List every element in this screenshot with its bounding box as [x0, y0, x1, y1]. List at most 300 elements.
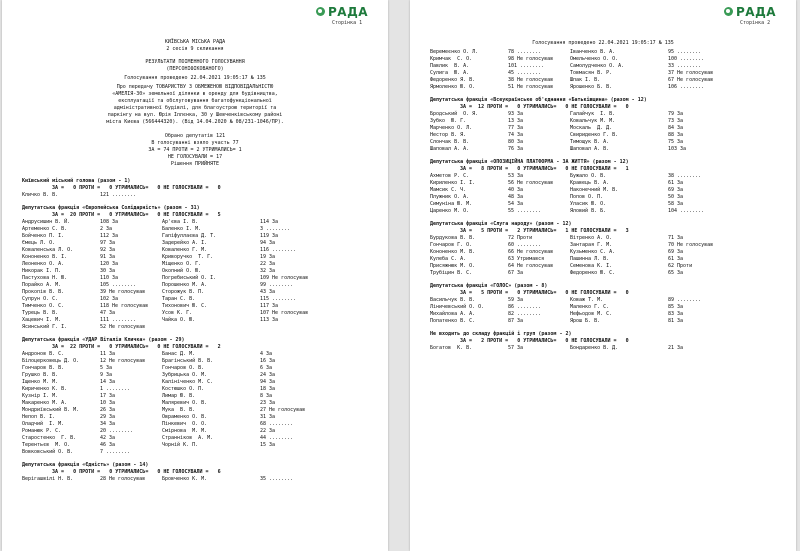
deputy-row [2, 435, 388, 442]
deputy-vote: 52 Не голосував [100, 324, 146, 330]
deputy-row [2, 275, 388, 282]
deputy-name: Бурдукова В. В. [430, 235, 476, 241]
deputy-name: Никорак І. П. [22, 268, 62, 274]
deputy-vote: 54 За [508, 201, 524, 207]
faction-title [410, 283, 796, 290]
deputy-vote: 61 За [668, 180, 684, 186]
deputy-row [410, 111, 796, 118]
deputy-vote: 112 За [100, 233, 119, 239]
faction-title-text: Депутатська фракція «ГОЛОС» (разом - 8) [430, 283, 548, 289]
faction-title-text: Депутатська фракція «Європейська Солідарність» (разом - 31) [22, 205, 200, 211]
deputy-vote: 67 За [508, 270, 524, 276]
deputy-name: Іванченко В. А. [570, 49, 616, 55]
deputy-vote: 85 За [668, 304, 684, 310]
deputy-vote: 86 ........ [508, 304, 542, 310]
deputy-vote: 17 За [100, 393, 116, 399]
deputy-row [410, 242, 796, 249]
deputy-vote: 100 ........ [668, 56, 705, 62]
report-title: РЕЗУЛЬТАТИ ПОІМЕННОГО ГОЛОСУВАННЯ [145, 59, 245, 65]
deputy-name: Кличко В. В. [22, 192, 59, 198]
deputy-vote: 94 За [260, 379, 276, 385]
deputy-row [2, 379, 388, 386]
deputy-name: Москаль Д. Д. [570, 125, 613, 131]
deputy-name: Богатов К. В. [430, 345, 473, 351]
deputy-name: Коваленко Г. М. [162, 247, 208, 253]
deputy-vote: 50 За [668, 194, 684, 200]
deputy-row [410, 194, 796, 201]
deputy-vote: 59 За [508, 297, 524, 303]
deputy-row [2, 310, 388, 317]
deputy-vote: 66 Не голосував [508, 249, 554, 255]
deputy-vote: 39 Не голосував [100, 289, 146, 295]
deputy-row [2, 386, 388, 393]
deputy-name: Кононенко В. І. [22, 254, 68, 260]
faction-stats-text: ЗА = 12 ПРОТИ = 0 УТРИМАЛИСЬ= 0 НЕ ГОЛОСУВАЛИ = 0 [460, 104, 629, 110]
deputy-name: Ясинський Г. І. [22, 324, 68, 330]
deputy-name: Баленко І. М. [162, 226, 202, 232]
deputy-name: Білоцерковець Д. О. [22, 358, 80, 364]
faction-stats [2, 469, 388, 476]
deputy-vote: 48 За [508, 194, 524, 200]
deputy-vote: 74 За [508, 132, 524, 138]
deputy-name: Михайлова А. А. [430, 311, 476, 317]
deputy-vote: 105 ........ [100, 282, 137, 288]
deputy-vote: 6 За [260, 365, 273, 371]
faction-stats [410, 166, 796, 173]
deputy-row [410, 70, 796, 77]
deputy-vote: 51 Не голосував [508, 84, 554, 90]
deputy-row [410, 187, 796, 194]
deputy-name: Артеменко С. В. [22, 226, 68, 232]
page-number: Сторінка 1 [332, 20, 363, 26]
session-line: 2 сесія 9 скликання [166, 46, 224, 52]
deputy-vote: 115 ........ [260, 296, 297, 302]
deputy-name: Попатенко В. С. [430, 318, 476, 324]
deputy-name: Марченко О. Л. [430, 125, 473, 131]
deputy-row [410, 263, 796, 270]
deputy-name: Грушко В. В. [22, 372, 59, 378]
deputy-vote: 22 За [260, 261, 276, 267]
deputy-name: Пашинна Л. В. [570, 256, 610, 262]
deputy-vote: 58 За [668, 201, 684, 207]
deputy-vote: 45 ........ [508, 70, 542, 76]
deputy-vote: 89 ........ [668, 297, 702, 303]
deputy-row [410, 77, 796, 84]
deputy-name: Бровченко К. М. [162, 476, 208, 482]
deputy-name: Плужник О. А. [430, 194, 470, 200]
deputy-row [410, 49, 796, 56]
deputy-vote: 71 За [668, 235, 684, 241]
deputy-name: Галайчук І. В. [570, 111, 616, 117]
deputy-vote: 82 ........ [508, 311, 542, 317]
subject-line: експлуатації та обслуговування багатофункціональної [118, 98, 272, 104]
deputy-row [2, 324, 388, 331]
deputy-name: Окопний О. Ю. [162, 268, 202, 274]
deputy-name: Верігашвілі Н. В. [22, 476, 74, 482]
deputy-vote: 121 ........ [100, 192, 137, 198]
deputy-vote: 107 Не голосував [260, 310, 309, 316]
deputy-vote: 120 За [100, 261, 119, 267]
deputy-vote: 118 Не голосував [100, 303, 149, 309]
deputy-row [410, 249, 796, 256]
faction-stats [410, 228, 796, 235]
deputy-vote: 2 За [100, 226, 113, 232]
subject-line: адміністративної будівлі, для благоустрою території та [113, 105, 277, 111]
faction-title-text: Депутатська фракція «ОПОЗИЦІЙНА ПЛАТФОРМА - ЗА ЖИТТЯ» (разом - 12) [430, 159, 629, 165]
deputy-name: Слончак В. В. [430, 139, 470, 145]
deputy-name: Ліничевський О. О. [430, 304, 485, 310]
deputy-name: Ярош Б. В. [570, 318, 601, 324]
deputy-vote: 93 За [508, 111, 524, 117]
deputy-vote: 57 За [508, 345, 524, 351]
deputy-vote: 33 ........ [668, 63, 702, 69]
deputy-vote: 38 Не голосував [508, 77, 554, 83]
deputy-vote: 84 За [668, 125, 684, 131]
deputy-vote: 109 Не голосував [260, 275, 309, 281]
deputy-name: Чайка О. Ю. [162, 317, 196, 323]
deputy-vote: 5 За [100, 365, 113, 371]
deputy-name: Старостенко Г. В. [22, 435, 77, 441]
deputy-name: Попов О. П. [570, 194, 604, 200]
deputy-vote: 116 ........ [260, 247, 297, 253]
deputy-name: Банас Д. М. [162, 351, 196, 357]
deputy-vote: 60 ........ [508, 242, 542, 248]
deputy-vote: 62 Проти [668, 263, 693, 269]
deputy-vote: 63 Утримався [508, 256, 545, 262]
deputy-name: Семенова К. І. [570, 263, 613, 269]
vote-line: Голосування проведено 22.04.2021 19:05:17 № 135 [532, 40, 674, 46]
faction-stats-text: ЗА = 8 ПРОТИ = 0 УТРИМАЛИСЬ= 0 НЕ ГОЛОСУВАЛИ = 1 [460, 166, 629, 172]
deputy-name: Трубіцин В. С. [430, 270, 473, 276]
deputy-name: Овраменко О. В. [162, 414, 208, 420]
deputy-row [410, 235, 796, 242]
deputy-row [2, 289, 388, 296]
deputy-vote: 94 За [260, 240, 276, 246]
deputy-vote: 113 За [260, 317, 279, 323]
deputy-vote: 40 За [508, 187, 524, 193]
deputy-vote: 87 За [508, 318, 524, 324]
deputy-name: Ахметов Р. С. [430, 173, 470, 179]
deputy-row [2, 268, 388, 275]
faction-title [2, 178, 388, 185]
deputy-vote: 98 Не голосував [508, 56, 554, 62]
deputy-vote: 79 За [668, 111, 684, 117]
deputy-name: Уласик Ю. О. [570, 201, 607, 207]
deputy-vote: 44 ........ [260, 435, 294, 441]
rada-logo-icon [724, 7, 733, 16]
deputy-name: Гончаров О. В. [162, 365, 205, 371]
deputy-vote: 111 ........ [100, 317, 137, 323]
deputy-name: Яловий В. Б. [570, 208, 607, 214]
deputy-row [410, 132, 796, 139]
deputy-vote: 35 ........ [260, 476, 294, 482]
deputy-vote: 10 За [100, 400, 116, 406]
deputy-row [2, 393, 388, 400]
deputy-name: Криворучко Т. Г. [162, 254, 214, 260]
faction-stats [2, 344, 388, 351]
subject-line: Про передачу ТОВАРИСТВУ З ОБМЕЖЕНОЮ ВІДПОВІДАЛЬНІСТЮ [116, 84, 274, 90]
faction-stats-text: ЗА = 5 ПРОТИ = 2 УТРИМАЛИСЬ= 1 НЕ ГОЛОСУВАЛИ = 3 [460, 228, 629, 234]
deputy-vote: 108 За [100, 219, 119, 225]
deputy-name: Леоненко О. А. [22, 261, 65, 267]
deputy-name: Ар'єва І. В. [162, 219, 199, 225]
deputy-row [410, 297, 796, 304]
deputy-name: Брагінський В. В. [162, 358, 214, 364]
deputy-row [410, 56, 796, 63]
deputy-name: Шаповал А. В. [570, 146, 610, 152]
deputy-row [2, 240, 388, 247]
deputy-vote: 13 За [508, 118, 524, 124]
deputy-name: Макаренко М. А. [22, 400, 68, 406]
deputy-name: Непоп В. І. [22, 414, 56, 420]
deputy-name: Гапіфуллаєва Д. Т. [162, 233, 217, 239]
faction-title-text: Київський міський голова (разом - 1) [22, 178, 131, 184]
deputy-name: Гончаров Г. О. [430, 242, 473, 248]
deputy-vote: 32 За [260, 268, 276, 274]
faction-title-text: Депутатська фракція «Всеукраїнське об'єднання «Батьківщина» (разом - 12) [430, 97, 647, 103]
deputy-name: Шаповал А. А. [430, 146, 470, 152]
deputy-vote: 65 За [668, 270, 684, 276]
faction-title [410, 97, 796, 104]
deputy-name: Терентьєв М. О. [22, 442, 71, 448]
deputy-name: Романюк Р. С. [22, 428, 62, 434]
faction-title-text: Депутатська фракція «Єдність» (разом - 14) [22, 462, 149, 468]
deputy-vote: 67 Не голосував [668, 77, 714, 83]
deputy-row [2, 282, 388, 289]
deputy-name: Андрусишин В. Й. [22, 219, 71, 225]
deputy-vote: 69 За [668, 249, 684, 255]
deputy-name: Турець В. В. [22, 310, 59, 316]
deputy-row [2, 261, 388, 268]
faction-stats-text: ЗА = 2 ПРОТИ = 0 УТРИМАЛИСЬ= 0 НЕ ГОЛОСУВАЛИ = 0 [460, 338, 629, 344]
deputy-vote: 8 За [260, 393, 273, 399]
deputy-vote: 20 ........ [100, 428, 134, 434]
deputy-name: Федоренко Ю. С. [570, 270, 616, 276]
summary-line: ЗА = 74 ПРОТИ = 2 УТРИМАЛИСЬ= 1 [148, 147, 242, 153]
deputy-vote: 117 За [260, 303, 279, 309]
deputy-vote: 114 За [260, 219, 279, 225]
deputy-name: Сторожук В. П. [162, 289, 205, 295]
deputy-name: Веремеєнко О. Л. [430, 49, 479, 55]
deputy-name: Гончаров В. В. [22, 365, 65, 371]
deputy-vote: 37 Не голосував [668, 70, 714, 76]
faction-stats-text: ЗА = 5 ПРОТИ = 0 УТРИМАЛИСЬ= 0 НЕ ГОЛОСУВАЛИ = 0 [460, 290, 629, 296]
deputy-name: Самолудченко О. А. [570, 63, 625, 69]
deputy-vote: 38 ........ [668, 173, 702, 179]
faction-stats [2, 212, 388, 219]
deputy-vote: 15 За [260, 442, 276, 448]
deputy-name: Зантарая Г. М. [570, 242, 613, 248]
deputy-name: Нефьодов М. С. [570, 311, 613, 317]
deputy-row [2, 428, 388, 435]
deputy-row [2, 296, 388, 303]
deputy-vote: 12 Не голосував [100, 358, 146, 364]
deputy-row [410, 345, 796, 352]
faction-stats-text: ЗА = 0 ПРОТИ = 0 УТРИМАЛИСЬ= 0 НЕ ГОЛОСУВАЛИ = 6 [52, 469, 221, 475]
deputy-vote: 46 За [100, 442, 116, 448]
deputy-name: Кузьменко С. А. [570, 249, 616, 255]
deputy-name: Ємець Л. О. [22, 240, 56, 246]
deputy-vote: 11 За [100, 351, 116, 357]
deputy-name: Пастухова Н. Ю. [22, 275, 68, 281]
deputy-row [410, 180, 796, 187]
faction-title [2, 337, 388, 344]
deputy-name: Задерейко А. І. [162, 240, 208, 246]
deputy-vote: 73 За [668, 118, 684, 124]
deputy-name: Мука В. В. [162, 407, 196, 413]
deputy-name: Погребиський О. І. [162, 275, 217, 281]
faction-stats [410, 338, 796, 345]
deputy-name: Тимощук В. А. [570, 139, 610, 145]
deputy-name: Кримчак С. О. [430, 56, 473, 62]
deputy-name: Смірнова М. М. [162, 428, 208, 434]
deputy-vote: 81 За [668, 318, 684, 324]
deputy-row [2, 407, 388, 414]
deputy-name: Шпак І. В. [570, 77, 601, 83]
deputy-row [410, 201, 796, 208]
deputy-vote: 24 За [260, 372, 276, 378]
document-page-2 [410, 0, 796, 551]
subject-line: міста Києва (566444320). (Від 14.04.2020 № 08/231-1046/ПР). [106, 119, 284, 125]
deputy-name: Кононенко М. В. [430, 249, 476, 255]
deputy-name: Маленко Г. С. [570, 304, 610, 310]
deputy-row [2, 254, 388, 261]
deputy-vote: 43 За [260, 289, 276, 295]
deputy-name: Усов К. Г. [162, 310, 193, 316]
deputy-name: Присяжнюк М. О. [430, 263, 476, 269]
faction-title [410, 159, 796, 166]
deputy-name: Васильчук В. В. [430, 297, 476, 303]
deputy-vote: 56 Не голосував [508, 180, 554, 186]
deputy-vote: 78 ........ [508, 49, 542, 55]
deputy-row [2, 247, 388, 254]
deputy-row [410, 318, 796, 325]
deputy-vote: 3 ........ [260, 226, 291, 232]
deputy-name: Мондриївський В. М. [22, 407, 80, 413]
deputy-name: Симуніна Ю. М. [430, 201, 473, 207]
deputy-vote: 23 За [260, 400, 276, 406]
deputy-vote: 75 За [668, 139, 684, 145]
deputy-vote: 91 За [100, 254, 116, 260]
deputy-row [410, 311, 796, 318]
deputy-name: Тимченко О. С. [22, 303, 65, 309]
deputy-row [2, 449, 388, 456]
deputy-row [2, 192, 388, 199]
deputy-row [2, 351, 388, 358]
deputy-row [2, 372, 388, 379]
org-name: КИЇВСЬКА МІСЬКА РАДА [164, 39, 226, 45]
deputy-name: Царенко М. О. [430, 208, 470, 214]
deputy-row [410, 139, 796, 146]
subject-line: паркінгу на вул. Юрія Іллєнка, 30 у Шевченківському районі [107, 112, 283, 118]
deputy-name: Лимар Ю. В. [162, 393, 196, 399]
deputy-row [410, 63, 796, 70]
deputy-name: Іщенко М. М. [22, 379, 59, 385]
deputy-vote: 22 За [260, 428, 276, 434]
deputy-vote: 55 ........ [508, 208, 542, 214]
faction-title [410, 331, 796, 338]
deputy-vote: 29 За [100, 414, 116, 420]
deputy-vote: 104 ........ [668, 208, 705, 214]
deputy-vote: 31 За [260, 414, 276, 420]
deputy-name: Кравець В. А. [570, 180, 610, 186]
deputy-vote: 21 За [668, 345, 684, 351]
deputy-row [410, 84, 796, 91]
deputy-name: Вовковський О. В. [22, 449, 74, 455]
deputy-row [2, 358, 388, 365]
deputy-vote: 34 За [100, 421, 116, 427]
deputy-name: Омельченко О. О. [570, 56, 619, 62]
faction-stats-text: ЗА = 20 ПРОТИ = 0 УТРИМАЛИСЬ= 0 НЕ ГОЛОСУВАЛИ = 5 [52, 212, 221, 218]
deputy-row [410, 270, 796, 277]
deputy-name: Міщенко О. Г. [162, 261, 202, 267]
deputy-name: Бондаренко В. Д. [570, 345, 619, 351]
deputy-name: Коваж Т. М. [570, 297, 604, 303]
deputy-name: Мамсик С. Ч. [430, 187, 467, 193]
deputy-name: Сулига Ю. А. [430, 70, 470, 76]
summary-line: Обрано депутатів 121 [164, 133, 226, 139]
faction-stats [410, 290, 796, 297]
faction-stats-text: ЗА = 0 ПРОТИ = 0 УТРИМАЛИСЬ= 0 НЕ ГОЛОСУВАЛИ = 0 [52, 185, 221, 191]
deputy-row [2, 414, 388, 421]
deputy-name: Оладчий І. М. [22, 421, 65, 427]
deputy-vote: 14 За [100, 379, 116, 385]
deputy-vote: 106 ........ [668, 84, 705, 90]
deputy-name: Ярмоленко Ю. О. [430, 84, 476, 90]
faction-title-text: Депутатська фракція «Слуга народу» (разом - 12) [430, 221, 572, 227]
deputy-row [2, 226, 388, 233]
deputy-row [410, 146, 796, 153]
deputy-name: Андронов В. С. [22, 351, 65, 357]
faction-title-text: Депутатська фракція «УДАР Віталія Кличка» (разом - 29) [22, 337, 185, 343]
deputy-name: Супрун О. С. [22, 296, 59, 302]
deputy-name: Бродський О. Я. [430, 111, 479, 117]
deputy-vote: 4 За [260, 351, 273, 357]
deputy-row [2, 317, 388, 324]
faction-title [2, 205, 388, 212]
deputy-vote: 83 За [668, 311, 684, 317]
faction-stats [2, 185, 388, 192]
deputy-name: Зубко Ю. Г. [430, 118, 467, 124]
deputy-row [410, 256, 796, 263]
deputy-vote: 88 За [668, 132, 684, 138]
deputy-row [2, 303, 388, 310]
deputy-name: Свириденко Г. В. [570, 132, 619, 138]
deputy-vote: 102 За [100, 296, 119, 302]
deputy-name: Кириленко І. І. [430, 180, 476, 186]
deputy-row [2, 365, 388, 372]
deputy-name: Тихонович Ю. С. [162, 303, 208, 309]
deputy-vote: 119 За [260, 233, 279, 239]
deputy-row [2, 476, 388, 483]
deputy-vote: 27 Не голосував [260, 407, 306, 413]
deputy-row [410, 208, 796, 215]
deputy-vote: 42 За [100, 435, 116, 441]
deputy-name: Нестор В. Я. [430, 132, 467, 138]
deputy-name: Федоренко Я. В. [430, 77, 476, 83]
deputy-row [2, 400, 388, 407]
deputy-vote: 19 За [260, 254, 276, 260]
deputy-vote: 99 ........ [260, 282, 294, 288]
deputy-name: Пінкевич О. О. [162, 421, 208, 427]
rada-logo: РАДА [316, 5, 368, 19]
deputy-vote: 101 ........ [508, 63, 545, 69]
deputy-vote: 16 За [260, 358, 276, 364]
deputy-vote: 80 За [508, 139, 524, 145]
deputy-vote: 28 Не голосував [100, 476, 146, 482]
deputy-row [410, 125, 796, 132]
deputy-row [2, 219, 388, 226]
